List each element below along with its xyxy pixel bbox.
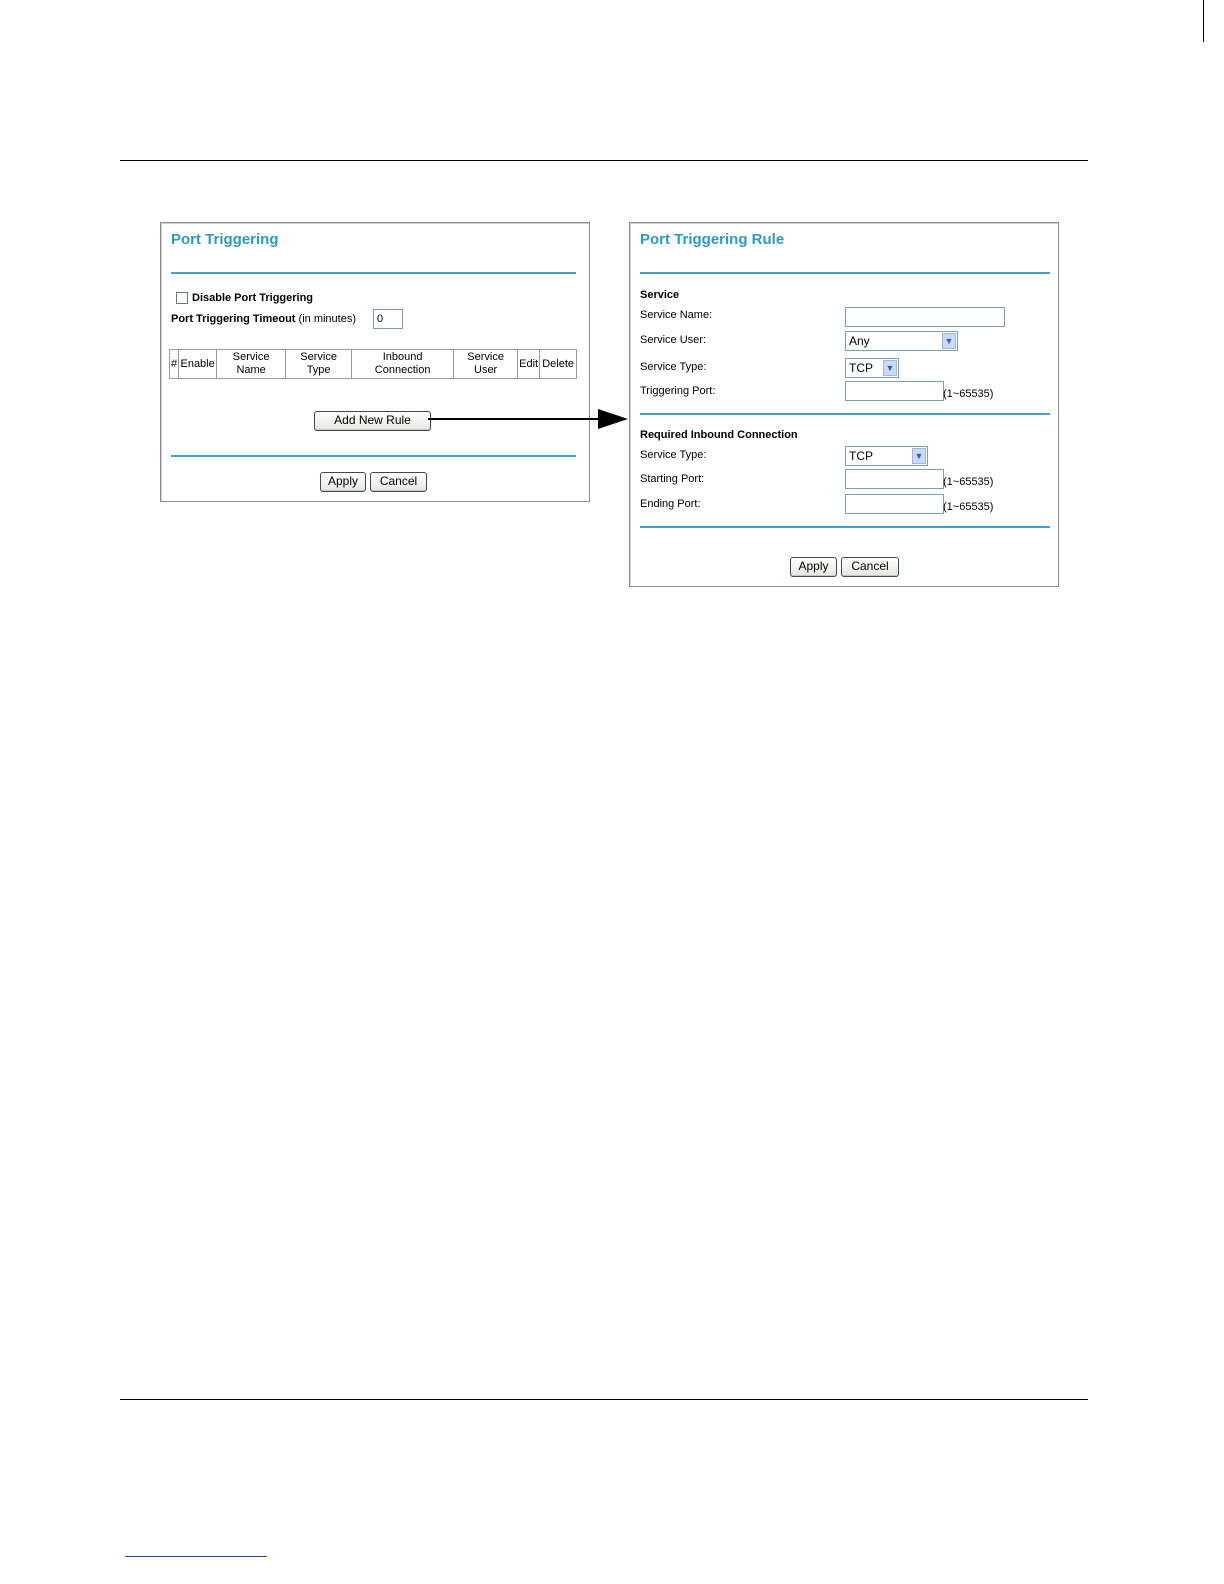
disable-port-triggering-checkbox[interactable]	[176, 292, 188, 304]
inbound-service-type-value: TCP	[849, 449, 873, 463]
triggering-port-input[interactable]	[845, 381, 944, 401]
ending-port-label: Ending Port:	[640, 498, 701, 510]
timeout-label	[171, 313, 356, 325]
add-new-rule-button[interactable]: Add New Rule	[314, 411, 431, 431]
chevron-down-icon[interactable]: ▼	[912, 448, 926, 464]
port-triggering-panel	[160, 222, 590, 502]
divider	[640, 413, 1050, 415]
disable-port-triggering-label: Disable Port Triggering	[192, 292, 314, 304]
starting-port-label: Starting Port:	[640, 473, 705, 485]
table-header-row	[170, 350, 577, 379]
ending-port-input[interactable]	[845, 494, 944, 514]
timeout-input[interactable]: 0	[373, 309, 403, 329]
port-triggering-rules-table	[169, 349, 577, 379]
header-rule	[120, 160, 1088, 161]
service-user-label: Service User:	[640, 334, 707, 346]
page-corner-mark	[1203, 0, 1204, 42]
divider	[640, 272, 1050, 274]
cancel-button[interactable]: Cancel	[841, 557, 899, 577]
col-inbound-connection: Inbound Connection	[352, 350, 454, 379]
col-number: #	[170, 350, 179, 379]
chevron-down-icon[interactable]: ▼	[942, 333, 956, 349]
arrow-right-icon	[428, 406, 632, 432]
cancel-button[interactable]: Cancel	[370, 472, 427, 492]
starting-port-input[interactable]	[845, 469, 944, 489]
port-triggering-rule-panel	[629, 222, 1059, 587]
service-section-heading: Service	[640, 289, 680, 301]
divider	[171, 272, 576, 274]
service-name-input[interactable]	[845, 307, 1005, 327]
apply-button[interactable]: Apply	[320, 472, 366, 492]
service-user-value: Any	[849, 334, 870, 348]
inbound-service-type-select[interactable]	[845, 446, 928, 466]
panel-title: Port Triggering Rule	[640, 231, 785, 248]
footer-rule	[120, 1399, 1088, 1400]
triggering-port-range: (1~65535)	[943, 388, 994, 400]
starting-port-range: (1~65535)	[943, 476, 994, 488]
timeout-label-text: Port Triggering Timeout	[171, 313, 296, 325]
service-type-value: TCP	[849, 361, 873, 375]
col-service-name: Service Name	[217, 350, 286, 379]
footer-link-underline[interactable]	[125, 1556, 267, 1557]
panel-title: Port Triggering	[171, 231, 279, 248]
service-type-label: Service Type:	[640, 361, 707, 373]
timeout-unit: (in minutes)	[298, 313, 357, 325]
col-service-type: Service Type	[286, 350, 352, 379]
service-name-label: Service Name:	[640, 309, 713, 321]
col-service-user: Service User	[454, 350, 518, 379]
apply-button[interactable]: Apply	[790, 557, 837, 577]
triggering-port-label: Triggering Port:	[640, 385, 716, 397]
divider	[640, 526, 1050, 528]
ending-port-range: (1~65535)	[943, 501, 994, 513]
col-enable: Enable	[179, 350, 217, 379]
service-user-select[interactable]	[845, 331, 958, 351]
chevron-down-icon[interactable]: ▼	[883, 360, 897, 376]
service-type-select[interactable]	[845, 358, 899, 378]
col-edit: Edit	[518, 350, 540, 379]
inbound-section-heading: Required Inbound Connection	[640, 429, 798, 441]
inbound-service-type-label: Service Type:	[640, 449, 707, 461]
col-delete: Delete	[540, 350, 577, 379]
divider	[171, 455, 576, 457]
